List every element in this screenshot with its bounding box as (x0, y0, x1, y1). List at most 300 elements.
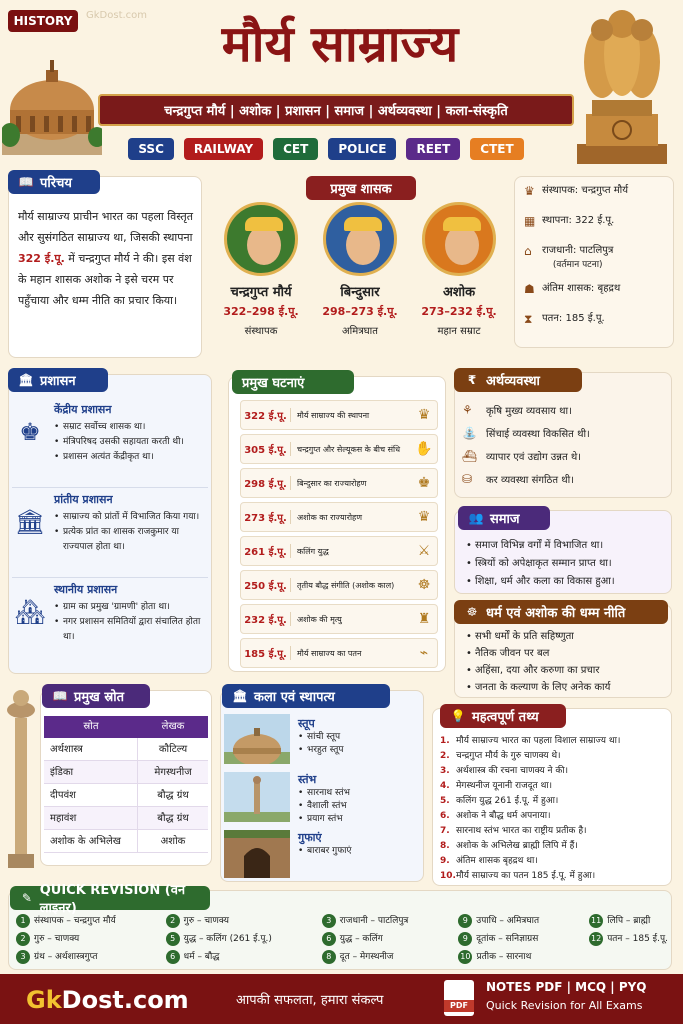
event-text: अशोक की मृत्यु (297, 614, 342, 624)
ruler-crown (443, 217, 481, 231)
important-text: अंतिम शासक बृहद्रथ था। (456, 856, 538, 866)
important-text: मौर्य साम्राज्य का पतन 185 ई.पू. में हुआ। (456, 871, 596, 881)
important-list (440, 734, 670, 884)
sources-header-author: लेखक (161, 721, 185, 732)
art-point: • बाराबर गुफाएं (298, 845, 420, 858)
footer-brand-dost: Dost (61, 986, 124, 1014)
economy-row (462, 398, 668, 421)
revision-text: दूतांक – सनिज्ञाग्रस (476, 934, 539, 944)
fact-row (524, 282, 670, 296)
important-title (440, 704, 566, 728)
fact-value: पाटलिपुत्र (579, 245, 614, 256)
important-number: 10. (440, 871, 456, 881)
important-number: 2. (440, 751, 450, 761)
admin-group-body (54, 582, 208, 668)
event-year: 185 ई.पू. (241, 646, 291, 660)
important-item (440, 869, 670, 884)
revision-number: 6 (322, 932, 336, 946)
event-icon: ♛ (417, 407, 431, 423)
events-title-label: प्रमुख घटनाएं (242, 376, 305, 391)
source-name: दीपवंश (44, 784, 138, 806)
art-title (222, 684, 390, 708)
event-year: 298 ई.पू. (241, 476, 291, 490)
event-text: अशोक का राज्यारोहण (297, 512, 363, 522)
exam-badge: CTET (470, 138, 523, 160)
society-point: • स्त्रियों को अपेक्षाकृत सम्मान प्राप्त था। (466, 555, 670, 573)
administration-title (8, 368, 108, 392)
art-title-label: कला एवं स्थापत्य (254, 690, 335, 705)
footer-slogan: आपकी सफलता, हमारा संकल्प (236, 993, 384, 1008)
revision-item (166, 930, 272, 948)
important-text: कलिंग युद्ध 261 ई.पू. में हुआ। (456, 796, 559, 806)
fact-icon: ♛ (524, 184, 535, 198)
source-name: अर्थशास्त्र (44, 738, 138, 760)
event-icon: ♜ (417, 611, 431, 627)
revision-number: 9 (458, 932, 472, 946)
admin-group (12, 398, 208, 488)
revision-item (322, 948, 409, 966)
source-row (44, 738, 208, 761)
revision-number: 2 (166, 914, 180, 928)
dhamma-title (454, 600, 668, 624)
administration-title-label: प्रशासन (40, 374, 76, 389)
important-number: 1. (440, 736, 450, 746)
ruler-crown (344, 217, 382, 231)
fact-value: 322 ई.पू. (575, 215, 615, 226)
fact-label: संस्थापक: (542, 185, 579, 196)
event-year: 322 ई.पू. (241, 408, 291, 422)
source-author: मेगस्थनीज (154, 767, 192, 778)
dhamma-point: • जनता के कल्याण के लिए अनेक कार्य (466, 679, 670, 696)
important-number: 3. (440, 766, 450, 776)
exam-badge: SSC (128, 138, 174, 160)
ruler-role: महान सम्राट (437, 326, 481, 337)
fact-value: चन्द्रगुप्त मौर्य (581, 185, 629, 196)
event-year: 273 ई.पू. (241, 510, 291, 524)
source-name: अशोक के अभिलेख (44, 830, 138, 852)
revision-column (589, 912, 668, 966)
exam-badge: RAILWAY (184, 138, 263, 160)
dharma-wheel-icon: ☸ (466, 605, 478, 619)
source-row (44, 830, 208, 853)
fact-text (542, 184, 628, 198)
revision-column (458, 912, 539, 966)
art-group (298, 716, 420, 772)
administration-groups (12, 398, 208, 668)
dhamma-point: • नैतिक जीवन पर बल (466, 645, 670, 662)
economy-row (462, 444, 668, 467)
admin-icon: 🏛 (14, 508, 46, 536)
revision-text: ग्रंथ – अर्थशास्त्रगुप्त (34, 952, 98, 962)
bulb-icon: 💡 (450, 709, 466, 723)
event-icon: ⚔ (417, 543, 431, 559)
fact-text (542, 214, 614, 228)
fact-row (524, 244, 670, 272)
admin-points (54, 600, 208, 645)
ruler-name: बिन्दुसार (340, 285, 380, 300)
revision-item (589, 930, 668, 948)
economy-row (462, 467, 668, 490)
footer-line-2: Quick Revision for All Exams (486, 999, 643, 1012)
header-watermark: GkDost.com (86, 10, 148, 21)
important-text: अर्थशास्त्र की रचना चाणक्य ने की। (456, 766, 569, 776)
art-points (298, 787, 420, 826)
ruler-portrait (224, 202, 298, 276)
economy-icon: ⛁ (462, 471, 473, 486)
event-row (240, 468, 438, 498)
important-number: 8. (440, 841, 450, 851)
revision-item (166, 912, 272, 930)
event-icon: ✋ (415, 441, 433, 457)
event-year: 250 ई.पू. (241, 578, 291, 592)
fact-label: स्थापना: (542, 215, 572, 226)
important-text: चन्द्रगुप्त मौर्य के गुरु चाणक्य थे। (456, 751, 561, 761)
event-text: बिन्दुसार का राज्यारोहण (297, 478, 367, 488)
events-title (232, 370, 354, 394)
dhamma-list (466, 628, 670, 696)
art-point: • वैशाली स्तंभ (298, 800, 420, 813)
building-icon: 🏛 (18, 373, 34, 387)
admin-point: • प्रशासन अत्यंत केंद्रीकृत था। (54, 450, 208, 465)
intro-highlight-year: 322 ई.पू. (18, 252, 65, 265)
pdf-icon (444, 980, 474, 1016)
revision-columns (16, 912, 668, 966)
sources-table (44, 716, 208, 853)
people-icon: 👥 (468, 511, 484, 525)
art-points (298, 731, 420, 757)
ruler-face (247, 225, 281, 265)
event-row (240, 502, 438, 532)
rulers-title (306, 176, 416, 200)
ruler-card (212, 202, 310, 362)
revision-number: 6 (166, 950, 180, 964)
fact-icon: ⧗ (524, 312, 533, 326)
lion-capital-illustration (572, 4, 672, 164)
ruler-portrait (323, 202, 397, 276)
society-title-label: समाज (490, 512, 520, 527)
event-row (240, 434, 438, 464)
event-icon: ♚ (417, 475, 431, 491)
important-item (440, 764, 670, 779)
footer-brand-domain: .com (123, 986, 189, 1014)
revision-text: युद्ध – कलिंग (261 ई.पू.) (183, 934, 272, 944)
admin-icon: 🏘 (14, 598, 46, 626)
fact-text (542, 244, 613, 272)
sources-title (42, 684, 150, 708)
revision-item (458, 912, 539, 930)
art-point: • सारनाथ स्तंभ (298, 787, 420, 800)
revision-text: प्रतीक – सारनाथ (476, 952, 532, 962)
economy-point: व्यापार एवं उद्योग उन्नत थे। (486, 451, 582, 463)
event-row (240, 400, 438, 430)
admin-points (54, 420, 208, 465)
admin-group-heading: प्रांतीय प्रशासन (54, 493, 113, 506)
event-text: कलिंग युद्ध (297, 546, 329, 556)
important-number: 4. (440, 781, 450, 791)
admin-group-body (54, 402, 208, 487)
ruler-years: 298–273 ई.पू. (322, 305, 398, 318)
fact-row (524, 214, 670, 228)
revision-number: 1 (16, 914, 30, 928)
economy-icon: ⚘ (462, 402, 473, 417)
dhamma-point: • सभी धर्मों के प्रति सहिष्णुता (466, 628, 670, 645)
event-row (240, 570, 438, 600)
economy-row (462, 421, 668, 444)
intro-text (18, 206, 196, 311)
revision-number: 3 (322, 914, 336, 928)
revision-number: 5 (166, 932, 180, 946)
fact-row (524, 184, 670, 198)
economy-title-label: अर्थव्यवस्था (486, 374, 540, 389)
revision-item (458, 930, 539, 948)
admin-group (12, 578, 208, 668)
revision-number: 12 (589, 932, 603, 946)
revision-item (458, 948, 539, 966)
revision-title-label: QUICK REVISION (वन लाइनर) (39, 883, 186, 916)
admin-point: • सम्राट सर्वोच्च शासक था। (54, 420, 208, 435)
event-year: 305 ई.पू. (241, 442, 291, 456)
revision-item (16, 930, 116, 948)
revision-text: संस्थापक – चन्द्रगुप्त मौर्य (34, 916, 116, 926)
important-text: अशोक के अभिलेख ब्राह्मी लिपि में हैं। (456, 841, 578, 851)
rulers-row (212, 202, 508, 362)
important-text: मौर्य साम्राज्य भारत का पहला विशाल साम्राज्य था। (456, 736, 621, 746)
fact-icon: ▦ (524, 214, 536, 228)
event-text: मौर्य साम्राज्य का पतन (297, 648, 362, 658)
fact-icon: ⌂ (524, 244, 532, 258)
ruler-crown (245, 217, 283, 231)
exam-badge: POLICE (328, 138, 396, 160)
fact-note: (वर्तमान पटना) (552, 260, 603, 270)
revision-number: 3 (16, 950, 30, 964)
admin-group-body (54, 492, 208, 577)
art-groups (298, 716, 420, 876)
stupa-photo (224, 714, 290, 764)
sources-header-source: स्रोत (83, 721, 99, 732)
important-item (440, 779, 670, 794)
book-icon: 📖 (18, 175, 34, 189)
dhamma-point: • अहिंसा, दया और करुणा का प्रचार (466, 662, 670, 679)
intro-title (8, 170, 100, 194)
cave-photo (224, 830, 290, 878)
art-group (298, 772, 420, 830)
temple-icon: 🏛 (232, 689, 248, 703)
fact-value: 185 ई.पू. (565, 313, 605, 324)
ruler-face (445, 225, 479, 265)
event-text: चन्द्रगुप्त और सेल्यूकस के बीच संधि (297, 444, 401, 454)
events-list (240, 400, 438, 672)
revision-text: राजधानी – पाटलिपुत्र (339, 916, 409, 926)
important-item (440, 839, 670, 854)
admin-point: • प्रत्येक प्रांत का शासक राजकुमार या राज्यपाल होता था। (54, 525, 208, 555)
sources-title-label: प्रमुख स्रोत (74, 690, 125, 705)
art-group-heading: स्तूप (298, 717, 315, 730)
revision-text: लिपि – ब्राह्मी (607, 916, 651, 926)
fact-label: पतन: (542, 313, 563, 324)
fact-row (524, 312, 670, 326)
art-group-heading: गुफाएं (298, 831, 322, 844)
important-title-label: महत्वपूर्ण तथ्य (472, 710, 539, 725)
revision-text: युद्ध – कलिंग (339, 934, 383, 944)
coin-icon: ₹ (467, 373, 477, 387)
fact-label: अंतिम शासक: (542, 283, 595, 294)
event-icon: ⌁ (419, 645, 429, 661)
admin-group-heading: स्थानीय प्रशासन (54, 583, 118, 596)
revision-text: गुरु – चाणक्य (34, 934, 80, 944)
revision-number: 9 (458, 914, 472, 928)
economy-list (462, 398, 668, 490)
ruler-role: संस्थापक (244, 326, 278, 337)
source-name: इंडिका (44, 761, 138, 783)
important-number: 5. (440, 796, 450, 806)
fact-label: राजधानी: (542, 245, 577, 256)
source-author: अशोक (160, 836, 186, 847)
source-author: बौद्ध ग्रंथ (157, 813, 189, 824)
revision-item (16, 948, 116, 966)
revision-column (322, 912, 409, 966)
society-point: • समाज विभिन्न वर्गों में विभाजित था। (466, 537, 670, 555)
economy-title (454, 368, 582, 392)
society-title (458, 506, 550, 530)
ruler-card (410, 202, 508, 362)
revision-title (10, 883, 210, 916)
art-group-heading: स्तंभ (298, 773, 317, 786)
event-row (240, 604, 438, 634)
pillar-photo (224, 772, 290, 822)
ruler-card (311, 202, 409, 362)
dhamma-title-label: धर्म एवं अशोक की धम्म नीति (486, 606, 626, 621)
important-text: मेगस्थनीज यूनानी राजदूत था। (456, 781, 553, 791)
source-row (44, 761, 208, 784)
society-list (466, 537, 670, 591)
event-row (240, 638, 438, 668)
revision-text: पतन – 185 ई.पू. (607, 934, 668, 944)
revision-text: गुरु – चाणक्य (183, 916, 229, 926)
economy-icon: ⛲ (462, 425, 477, 440)
event-row (240, 536, 438, 566)
revision-number: 11 (589, 914, 603, 928)
event-icon: ☸ (417, 577, 431, 593)
ruler-face (346, 225, 380, 265)
admin-point: • नगर प्रशासन समितियों द्वारा संचालित होता था। (54, 615, 208, 645)
pdf-icon-label: PDF (444, 1000, 474, 1012)
revision-text: उपाधि – अमित्रघात (476, 916, 540, 926)
admin-points (54, 510, 208, 555)
art-group (298, 830, 420, 876)
economy-point: कर व्यवस्था संगठित थी। (486, 474, 575, 486)
important-item (440, 734, 670, 749)
art-point: • भरहुत स्तूप (298, 744, 420, 757)
important-text: अशोक ने बौद्ध धर्म अपनाया। (456, 811, 551, 821)
important-item (440, 809, 670, 824)
revision-column (166, 912, 272, 966)
art-points (298, 845, 420, 858)
page-title: मौर्य साम्राज्य (221, 14, 459, 73)
revision-number: 10 (458, 950, 472, 964)
important-number: 9. (440, 856, 450, 866)
event-text: तृतीय बौद्ध संगीति (अशोक काल) (297, 580, 395, 590)
revision-item (589, 912, 668, 930)
important-item (440, 749, 670, 764)
exam-badges (120, 138, 532, 162)
stupa-illustration (2, 40, 102, 155)
intro-text-part-b: में चन्द्रगुप्त मौर्य ने की। इस वंश के महान शासक अशोक ने इसे चरम पर पहुँचाया और धम्म नीति का प्रचार किया। (18, 252, 192, 307)
important-text: सारनाथ स्तंभ भारत का राष्ट्रीय प्रतीक है। (456, 826, 587, 836)
ruler-role: अमित्रघात (342, 326, 378, 337)
revision-item (322, 930, 409, 948)
intro-title-label: परिचय (40, 176, 72, 191)
exam-badge: CET (273, 138, 318, 160)
ruler-years: 273–232 ई.पू. (421, 305, 497, 318)
important-number: 6. (440, 811, 450, 821)
footer-brand (26, 982, 189, 1018)
admin-group (12, 488, 208, 578)
footer-brand-gk: Gk (26, 986, 62, 1014)
economy-icon: ⛴ (462, 448, 478, 463)
facts-list (524, 184, 670, 342)
admin-group-heading: केंद्रीय प्रशासन (54, 403, 112, 416)
economy-point: सिंचाई व्यवस्था विकसित थी। (486, 428, 590, 440)
intro-text-part-a: मौर्य साम्राज्य प्राचीन भारत का पहला विस्तृत और सुसंगठित साम्राज्य था, जिसकी स्थापना (18, 210, 194, 244)
source-author: कौटिल्य (158, 744, 188, 755)
revision-item (16, 912, 116, 930)
revision-item (322, 912, 409, 930)
exam-badge: REET (406, 138, 460, 160)
ruler-name: चन्द्रगुप्त मौर्य (230, 285, 292, 300)
rulers-title-label: प्रमुख शासक (330, 182, 392, 197)
pencil-icon: ✎ (21, 891, 32, 905)
important-number: 7. (440, 826, 450, 836)
event-year: 261 ई.पू. (241, 544, 291, 558)
economy-point: कृषि मुख्य व्यवसाय था। (486, 405, 572, 417)
revision-text: दूत – मेगस्थनीज (339, 952, 394, 962)
book-open-icon: 📖 (52, 689, 68, 703)
footer-line-1: NOTES PDF | MCQ | PYQ (486, 980, 647, 994)
important-item (440, 854, 670, 869)
revision-number: 8 (322, 950, 336, 964)
event-year: 232 ई.पू. (241, 612, 291, 626)
pillar-illustration (4, 688, 38, 868)
admin-point: • ग्राम का प्रमुख 'ग्रामणी' होता था। (54, 600, 208, 615)
society-point: • शिक्षा, धर्म और कला का विकास हुआ। (466, 573, 670, 591)
ruler-portrait (422, 202, 496, 276)
history-tag: HISTORY (8, 10, 78, 32)
fact-text (542, 282, 620, 296)
source-author: बौद्ध ग्रंथ (157, 790, 189, 801)
fact-value: बृहद्रथ (597, 283, 621, 294)
ruler-years: 322–298 ई.पू. (223, 305, 299, 318)
important-item (440, 794, 670, 809)
important-item (440, 824, 670, 839)
ruler-name: अशोक (442, 285, 476, 300)
admin-icon: ♚ (19, 418, 41, 446)
event-icon: ♛ (417, 509, 431, 525)
source-name: महावंश (44, 807, 138, 829)
admin-point: • मंत्रिपरिषद उसकी सहायता करती थी। (54, 435, 208, 450)
admin-point: • साम्राज्य को प्रांतों में विभाजित किया गया। (54, 510, 208, 525)
source-row (44, 807, 208, 830)
revision-item (166, 948, 272, 966)
fact-icon: ☗ (524, 282, 535, 296)
subtitle-banner: चन्द्रगुप्त मौर्य | अशोक | प्रशासन | समाज | अर्थव्यवस्था | कला-संस्कृति (98, 94, 574, 126)
revision-column (16, 912, 116, 966)
source-row (44, 784, 208, 807)
fact-text (542, 312, 605, 326)
revision-text: धर्म – बौद्ध (183, 952, 220, 962)
event-text: मौर्य साम्राज्य की स्थापना (297, 410, 370, 420)
art-point: • प्रयाग स्तंभ (298, 813, 420, 826)
art-point: • सांची स्तूप (298, 731, 420, 744)
